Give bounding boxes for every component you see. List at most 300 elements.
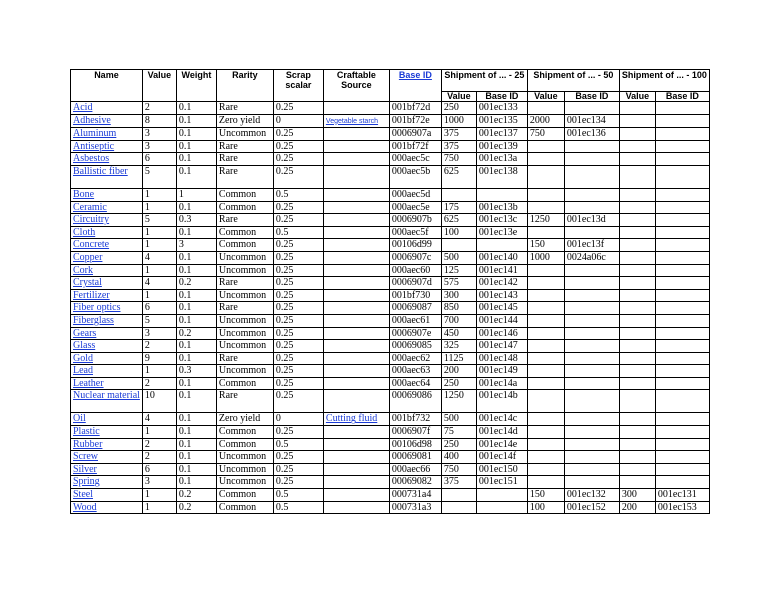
v100-cell — [619, 340, 655, 353]
component-name-link[interactable]: Aluminum — [73, 128, 117, 140]
subheader-base-id-25: Base ID — [476, 92, 527, 102]
component-name-link[interactable]: Wood — [73, 501, 97, 513]
base-cell: 001bf732 — [389, 413, 441, 426]
name-cell — [71, 214, 143, 227]
scrap-cell: 0.25 — [273, 426, 323, 439]
weight-cell: 0.1 — [176, 201, 216, 214]
name-cell — [71, 451, 143, 464]
b25-cell: 001ec149 — [476, 365, 527, 378]
b25-cell: 001ec140 — [476, 251, 527, 264]
v50-cell: 100 — [527, 501, 564, 514]
v25-cell: 125 — [441, 264, 476, 277]
base-cell: 000aec5c — [389, 153, 441, 166]
rarity-cell: Uncommon — [216, 327, 273, 340]
scrap-cell: 0 — [273, 413, 323, 426]
v50-cell — [527, 226, 564, 239]
name-cell — [71, 277, 143, 290]
v100-cell — [619, 327, 655, 340]
v25-cell: 375 — [441, 476, 476, 489]
subheader-value-100: Value — [619, 92, 655, 102]
v50-cell — [527, 277, 564, 290]
v50-cell — [527, 476, 564, 489]
b25-cell: 001ec13a — [476, 153, 527, 166]
craftable-source-cell — [323, 314, 389, 327]
name-cell — [71, 314, 143, 327]
v25-cell: 375 — [441, 128, 476, 141]
value-cell: 1 — [142, 188, 176, 201]
component-name-link[interactable]: Gold — [73, 352, 93, 364]
b100-cell — [655, 340, 709, 353]
v25-cell: 1250 — [441, 390, 476, 413]
table-row — [71, 365, 710, 378]
b50-cell — [564, 302, 619, 315]
v50-cell — [527, 188, 564, 201]
table-row — [71, 476, 710, 489]
craftable-source-link[interactable]: Cutting fluid — [325, 413, 378, 425]
weight-cell: 0.1 — [176, 128, 216, 141]
b50-cell — [564, 413, 619, 426]
component-name-link[interactable]: Nuclear material — [73, 390, 140, 402]
component-name-link[interactable]: Ballistic fiber — [73, 165, 128, 177]
b100-cell: 001ec131 — [655, 489, 709, 502]
b50-cell — [564, 264, 619, 277]
weight-cell: 1 — [176, 188, 216, 201]
table-body — [71, 102, 710, 514]
component-name-link[interactable]: Oil — [73, 413, 86, 425]
component-name-link[interactable]: Fiber optics — [73, 302, 121, 314]
scrap-cell: 0.5 — [273, 489, 323, 502]
v100-cell — [619, 413, 655, 426]
b100-cell — [655, 114, 709, 128]
b100-cell — [655, 188, 709, 201]
craftable-source-cell — [323, 340, 389, 353]
rarity-cell: Uncommon — [216, 463, 273, 476]
v25-cell — [441, 188, 476, 201]
table-row — [71, 114, 710, 128]
base-cell: 000aec5b — [389, 165, 441, 188]
base-cell: 001bf72f — [389, 140, 441, 153]
b100-cell — [655, 226, 709, 239]
v50-cell: 150 — [527, 239, 564, 252]
b50-cell: 001ec136 — [564, 128, 619, 141]
craftable-source-cell — [323, 377, 389, 390]
weight-cell: 0.1 — [176, 264, 216, 277]
component-name-link[interactable]: Acid — [73, 102, 93, 113]
craftable-source-cell — [323, 327, 389, 340]
table-row — [71, 289, 710, 302]
value-cell: 4 — [142, 251, 176, 264]
scrap-cell: 0.25 — [273, 302, 323, 315]
v100-cell — [619, 438, 655, 451]
table-row — [71, 352, 710, 365]
craftable-source-cell — [323, 188, 389, 201]
base-cell: 00106d99 — [389, 239, 441, 252]
v100-cell — [619, 239, 655, 252]
b25-cell: 001ec13b — [476, 201, 527, 214]
scrap-cell: 0.25 — [273, 251, 323, 264]
b100-cell: 001ec153 — [655, 501, 709, 514]
b25-cell: 001ec14c — [476, 413, 527, 426]
b50-cell — [564, 226, 619, 239]
component-name-link[interactable]: Gears — [73, 327, 97, 339]
table-row — [71, 201, 710, 214]
rarity-cell: Uncommon — [216, 264, 273, 277]
table-row — [71, 214, 710, 227]
v25-cell — [441, 489, 476, 502]
component-name-link[interactable]: Antiseptic — [73, 140, 115, 152]
header-weight: Weight — [176, 70, 216, 102]
v25-cell: 750 — [441, 153, 476, 166]
b50-cell: 001ec132 — [564, 489, 619, 502]
table-row — [71, 264, 710, 277]
weight-cell: 0.1 — [176, 114, 216, 128]
table-row — [71, 451, 710, 464]
base-cell: 000aec62 — [389, 352, 441, 365]
name-cell — [71, 153, 143, 166]
b25-cell: 001ec146 — [476, 327, 527, 340]
b50-cell — [564, 476, 619, 489]
scrap-cell: 0.25 — [273, 463, 323, 476]
value-cell: 1 — [142, 426, 176, 439]
b25-cell: 001ec135 — [476, 114, 527, 128]
rarity-cell: Common — [216, 377, 273, 390]
scrap-cell: 0.5 — [273, 226, 323, 239]
craftable-source-cell — [323, 463, 389, 476]
name-cell — [71, 340, 143, 353]
component-name-link[interactable]: Cork — [73, 264, 93, 276]
craftable-source-cell — [323, 214, 389, 227]
value-cell: 5 — [142, 165, 176, 188]
value-cell: 2 — [142, 438, 176, 451]
table-row — [71, 165, 710, 188]
b100-cell — [655, 426, 709, 439]
craftable-source-cell — [323, 201, 389, 214]
component-name-link[interactable]: Rubber — [73, 438, 103, 450]
v25-cell: 325 — [441, 340, 476, 353]
v50-cell — [527, 140, 564, 153]
header-rarity: Rarity — [216, 70, 273, 102]
v100-cell — [619, 153, 655, 166]
v100-cell: 200 — [619, 501, 655, 514]
v100-cell: 300 — [619, 489, 655, 502]
value-cell: 1 — [142, 489, 176, 502]
b100-cell — [655, 438, 709, 451]
base-cell: 0006907d — [389, 277, 441, 290]
component-name-link[interactable]: Fertilizer — [73, 289, 110, 301]
weight-cell: 0.1 — [176, 438, 216, 451]
craftable-source-cell — [323, 451, 389, 464]
base-cell: 0006907b — [389, 214, 441, 227]
weight-cell: 0.1 — [176, 140, 216, 153]
v25-cell: 1125 — [441, 352, 476, 365]
name-cell — [71, 201, 143, 214]
v50-cell — [527, 365, 564, 378]
component-name-link[interactable]: Fiberglass — [73, 314, 114, 326]
b50-cell — [564, 327, 619, 340]
b25-cell: 001ec14f — [476, 451, 527, 464]
scrap-cell: 0.25 — [273, 277, 323, 290]
b50-cell — [564, 438, 619, 451]
rarity-cell: Rare — [216, 302, 273, 315]
component-name-link[interactable]: Crystal — [73, 277, 102, 289]
b100-cell — [655, 153, 709, 166]
rarity-cell: Zero yield — [216, 413, 273, 426]
craftable-source-cell — [323, 153, 389, 166]
table-row — [71, 413, 710, 426]
value-cell: 2 — [142, 102, 176, 115]
b25-cell: 001ec14e — [476, 438, 527, 451]
scrap-cell: 0.25 — [273, 476, 323, 489]
name-cell — [71, 140, 143, 153]
weight-cell: 0.1 — [176, 302, 216, 315]
v25-cell: 400 — [441, 451, 476, 464]
craftable-source-cell — [323, 365, 389, 378]
rarity-cell: Rare — [216, 165, 273, 188]
components-table — [70, 69, 710, 514]
v25-cell — [441, 239, 476, 252]
craftable-source-cell — [323, 352, 389, 365]
table-row — [71, 340, 710, 353]
scrap-cell: 0.25 — [273, 451, 323, 464]
value-cell: 3 — [142, 327, 176, 340]
component-name-link[interactable]: Concrete — [73, 239, 110, 251]
component-name-link[interactable]: Steel — [73, 489, 93, 501]
base-cell: 00069086 — [389, 390, 441, 413]
component-name-link[interactable]: Lead — [73, 365, 93, 377]
component-name-link[interactable]: Ceramic — [73, 201, 107, 213]
v50-cell — [527, 463, 564, 476]
value-cell: 2 — [142, 340, 176, 353]
v25-cell: 850 — [441, 302, 476, 315]
value-cell: 6 — [142, 463, 176, 476]
v50-cell — [527, 340, 564, 353]
base-cell: 000aec5f — [389, 226, 441, 239]
scrap-cell: 0.25 — [273, 327, 323, 340]
table-row — [71, 153, 710, 166]
craftable-source-cell — [323, 165, 389, 188]
scrap-cell: 0.25 — [273, 390, 323, 413]
value-cell: 4 — [142, 277, 176, 290]
craftable-source-cell — [323, 239, 389, 252]
component-name-link[interactable]: Adhesive — [73, 114, 111, 126]
scrap-cell: 0.25 — [273, 102, 323, 115]
value-cell: 5 — [142, 314, 176, 327]
subheader-value-25: Value — [441, 92, 476, 102]
b100-cell — [655, 314, 709, 327]
base-cell: 000aec64 — [389, 377, 441, 390]
scrap-cell: 0.5 — [273, 438, 323, 451]
v50-cell — [527, 426, 564, 439]
v50-cell: 1250 — [527, 214, 564, 227]
b25-cell: 001ec138 — [476, 165, 527, 188]
component-name-link[interactable]: Circuitry — [73, 214, 110, 226]
b100-cell — [655, 140, 709, 153]
b50-cell — [564, 140, 619, 153]
component-name-link[interactable]: Copper — [73, 251, 103, 263]
base-cell: 000aec5d — [389, 188, 441, 201]
value-cell: 1 — [142, 501, 176, 514]
component-name-link[interactable]: Screw — [73, 451, 98, 463]
craftable-source-cell — [323, 390, 389, 413]
v25-cell: 175 — [441, 201, 476, 214]
component-name-link[interactable]: Asbestos — [73, 153, 110, 165]
base-cell: 000aec63 — [389, 365, 441, 378]
value-cell: 4 — [142, 413, 176, 426]
v50-cell — [527, 153, 564, 166]
name-cell — [71, 226, 143, 239]
craftable-source-cell — [323, 476, 389, 489]
v50-cell — [527, 264, 564, 277]
v100-cell — [619, 426, 655, 439]
weight-cell: 0.1 — [176, 314, 216, 327]
base-cell: 0006907c — [389, 251, 441, 264]
weight-cell: 0.1 — [176, 352, 216, 365]
scrap-cell: 0.25 — [273, 264, 323, 277]
table-row — [71, 377, 710, 390]
b25-cell: 001ec139 — [476, 140, 527, 153]
table-row — [71, 188, 710, 201]
header-base-id-link[interactable]: Base ID — [389, 70, 441, 102]
name-cell — [71, 302, 143, 315]
weight-cell: 0.1 — [176, 340, 216, 353]
v100-cell — [619, 114, 655, 128]
b100-cell — [655, 201, 709, 214]
scrap-cell: 0.25 — [273, 365, 323, 378]
component-name-link[interactable]: Leather — [73, 377, 104, 389]
v100-cell — [619, 352, 655, 365]
v100-cell — [619, 102, 655, 115]
name-cell — [71, 264, 143, 277]
table-row — [71, 251, 710, 264]
craftable-source-link[interactable]: Vegetable starch — [325, 117, 379, 125]
weight-cell: 0.1 — [176, 451, 216, 464]
v25-cell: 625 — [441, 165, 476, 188]
v50-cell — [527, 102, 564, 115]
v25-cell: 250 — [441, 377, 476, 390]
v25-cell: 450 — [441, 327, 476, 340]
b25-cell: 001ec141 — [476, 264, 527, 277]
name-cell — [71, 489, 143, 502]
header-value: Value — [142, 70, 176, 102]
rarity-cell: Common — [216, 239, 273, 252]
weight-cell: 0.1 — [176, 165, 216, 188]
v50-cell: 150 — [527, 489, 564, 502]
value-cell: 3 — [142, 140, 176, 153]
b25-cell: 001ec14a — [476, 377, 527, 390]
v50-cell — [527, 289, 564, 302]
name-cell — [71, 438, 143, 451]
name-cell — [71, 352, 143, 365]
v100-cell — [619, 476, 655, 489]
base-cell: 001bf72d — [389, 102, 441, 115]
scrap-cell: 0.25 — [273, 128, 323, 141]
v100-cell — [619, 377, 655, 390]
base-cell: 0006907f — [389, 426, 441, 439]
craftable-source-cell — [323, 251, 389, 264]
rarity-cell: Zero yield — [216, 114, 273, 128]
craftable-source-cell — [323, 438, 389, 451]
b25-cell: 001ec13c — [476, 214, 527, 227]
value-cell: 1 — [142, 365, 176, 378]
weight-cell: 0.1 — [176, 102, 216, 115]
rarity-cell: Uncommon — [216, 289, 273, 302]
b25-cell: 001ec13e — [476, 226, 527, 239]
component-name-link[interactable]: Silver — [73, 463, 97, 475]
component-name-link[interactable]: Bone — [73, 188, 95, 200]
weight-cell: 0.3 — [176, 365, 216, 378]
component-name-link[interactable]: Spring — [73, 476, 100, 488]
b100-cell — [655, 128, 709, 141]
table-row — [71, 239, 710, 252]
v25-cell: 700 — [441, 314, 476, 327]
rarity-cell: Uncommon — [216, 128, 273, 141]
weight-cell: 0.2 — [176, 327, 216, 340]
name-cell — [71, 413, 143, 426]
b50-cell: 001ec13f — [564, 239, 619, 252]
scrap-cell: 0.5 — [273, 188, 323, 201]
b25-cell: 001ec144 — [476, 314, 527, 327]
b25-cell: 001ec148 — [476, 352, 527, 365]
header-shipment-25: Shipment of ... - 25 — [441, 70, 527, 92]
base-cell: 000aec5e — [389, 201, 441, 214]
weight-cell: 0.1 — [176, 153, 216, 166]
v100-cell — [619, 289, 655, 302]
v50-cell — [527, 327, 564, 340]
header-shipment-50: Shipment of ... - 50 — [527, 70, 619, 92]
b100-cell — [655, 390, 709, 413]
craftable-source-cell — [323, 289, 389, 302]
base-cell: 001bf72e — [389, 114, 441, 128]
rarity-cell: Rare — [216, 153, 273, 166]
base-cell: 00069087 — [389, 302, 441, 315]
subheader-value-50: Value — [527, 92, 564, 102]
component-name-link[interactable]: Plastic — [73, 426, 100, 438]
b100-cell — [655, 352, 709, 365]
component-name-link[interactable]: Glass — [73, 340, 96, 352]
b100-cell — [655, 327, 709, 340]
table-row — [71, 426, 710, 439]
b25-cell — [476, 239, 527, 252]
weight-cell: 3 — [176, 239, 216, 252]
v100-cell — [619, 188, 655, 201]
value-cell: 3 — [142, 476, 176, 489]
scrap-cell: 0.25 — [273, 340, 323, 353]
value-cell: 2 — [142, 451, 176, 464]
v50-cell — [527, 413, 564, 426]
name-cell — [71, 128, 143, 141]
b50-cell — [564, 352, 619, 365]
weight-cell: 0.1 — [176, 476, 216, 489]
v25-cell: 100 — [441, 226, 476, 239]
v100-cell — [619, 165, 655, 188]
craftable-source-cell — [323, 128, 389, 141]
b100-cell — [655, 251, 709, 264]
v25-cell: 500 — [441, 413, 476, 426]
name-cell — [71, 463, 143, 476]
scrap-cell: 0.25 — [273, 239, 323, 252]
component-name-link[interactable]: Cloth — [73, 226, 96, 238]
value-cell: 3 — [142, 128, 176, 141]
weight-cell: 0.1 — [176, 426, 216, 439]
b25-cell: 001ec143 — [476, 289, 527, 302]
value-cell: 6 — [142, 153, 176, 166]
value-cell: 2 — [142, 377, 176, 390]
craftable-source-cell — [323, 102, 389, 115]
v50-cell: 2000 — [527, 114, 564, 128]
base-cell: 0006907e — [389, 327, 441, 340]
v100-cell — [619, 201, 655, 214]
name-cell — [71, 239, 143, 252]
